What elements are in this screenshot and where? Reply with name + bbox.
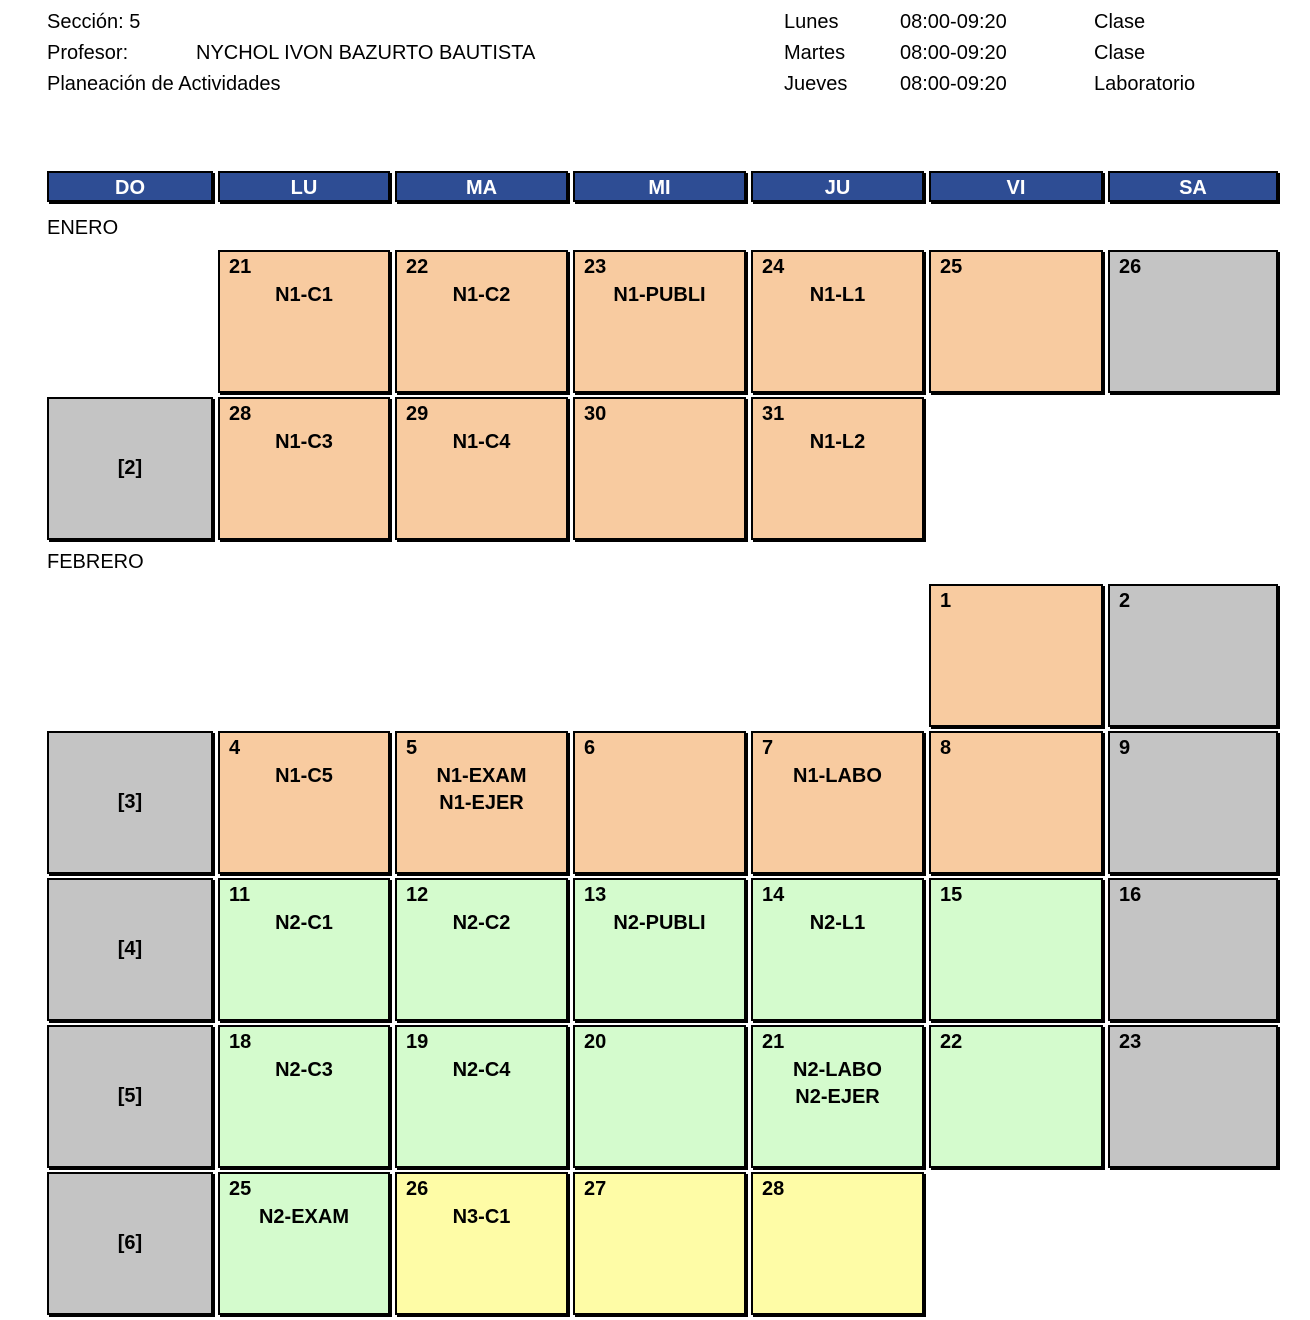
day-number: 11 (229, 884, 251, 906)
day-cell (929, 584, 1103, 727)
schedule-day: Lunes (784, 11, 839, 33)
activity-list (397, 1057, 566, 1084)
day-number: 20 (584, 1031, 607, 1053)
activity-code: N1-C3 (275, 431, 333, 453)
activity-list (220, 910, 388, 937)
day-cell (929, 878, 1103, 1021)
day-number: 6 (584, 737, 596, 759)
day-number: 4 (229, 737, 241, 759)
day-number: 22 (940, 1031, 963, 1053)
day-cell (218, 250, 390, 393)
day-number: 23 (584, 256, 607, 278)
planning-title: Planeación de Actividades (47, 73, 281, 95)
activity-list (220, 429, 388, 456)
day-number: 26 (1119, 256, 1142, 278)
activity-code: N1-L1 (809, 284, 866, 306)
day-cell (573, 731, 746, 874)
activity-code: N2-EJER (795, 1086, 880, 1108)
day-header-mi: MI (573, 171, 746, 202)
activity-code: N2-L1 (809, 912, 866, 934)
activity-list (220, 282, 388, 309)
week-number-cell (47, 1025, 213, 1168)
day-number: 14 (762, 884, 785, 906)
day-cell (1108, 250, 1278, 393)
day-cell (395, 878, 568, 1021)
activity-code: N2-C3 (275, 1059, 333, 1081)
day-number: 9 (1119, 737, 1131, 759)
day-number: 27 (584, 1178, 607, 1200)
professor-name: NYCHOL IVON BAZURTO BAUTISTA (196, 42, 536, 64)
schedule-type: Clase (1094, 11, 1146, 33)
activity-list (575, 910, 744, 937)
schedule-type: Laboratorio (1094, 73, 1196, 95)
activity-code: N2-PUBLI (613, 912, 706, 934)
day-header-vi: VI (929, 171, 1103, 202)
day-cell (573, 878, 746, 1021)
day-number: 21 (762, 1031, 785, 1053)
day-number: 29 (406, 403, 429, 425)
day-number: 21 (229, 256, 252, 278)
day-cell (573, 250, 746, 393)
day-number: 2 (1119, 590, 1131, 612)
activity-code: N2-C1 (275, 912, 333, 934)
day-number: 1 (940, 590, 952, 612)
activity-code: N1-PUBLI (613, 284, 706, 306)
day-header-ju: JU (751, 171, 924, 202)
activity-list (220, 1057, 388, 1084)
day-number: 28 (229, 403, 252, 425)
activity-list (397, 910, 566, 937)
week-number: [5] (117, 1085, 143, 1107)
day-cell (395, 1172, 568, 1315)
schedule-day: Martes (784, 42, 846, 64)
day-cell (218, 731, 390, 874)
day-number: 12 (406, 884, 429, 906)
week-number-cell (47, 397, 213, 540)
activity-list (753, 910, 922, 937)
activity-list (397, 429, 566, 456)
day-cell (218, 397, 390, 540)
day-cell (395, 1025, 568, 1168)
day-cell (929, 731, 1103, 874)
day-number: 25 (229, 1178, 252, 1200)
activity-list (220, 1204, 388, 1231)
day-cell (751, 397, 924, 540)
activity-code: N2-C4 (452, 1059, 511, 1081)
day-number: 24 (762, 256, 785, 278)
day-cell (929, 250, 1103, 393)
week-number-cell (47, 731, 213, 874)
activity-list (397, 1204, 566, 1231)
schedule-day: Jueves (784, 73, 848, 95)
day-number: 7 (762, 737, 774, 759)
day-number: 25 (940, 256, 963, 278)
schedule-time: 08:00-09:20 (900, 73, 1007, 95)
activity-code: N1-L2 (809, 431, 866, 453)
activity-list (397, 282, 566, 309)
day-number: 30 (584, 403, 607, 425)
day-number: 31 (762, 403, 785, 425)
day-cell (218, 1172, 390, 1315)
day-number: 16 (1119, 884, 1142, 906)
month-label-enero: ENERO (47, 217, 119, 239)
activity-list (753, 1057, 922, 1111)
day-cell (573, 397, 746, 540)
activity-code: N1-C2 (452, 284, 511, 306)
day-number: 5 (406, 737, 418, 759)
day-cell (751, 1025, 924, 1168)
day-cell (218, 878, 390, 1021)
activity-code: N1-C5 (275, 765, 333, 787)
week-number: [2] (117, 457, 143, 479)
day-number: 15 (940, 884, 963, 906)
day-number: 28 (762, 1178, 785, 1200)
day-header-lu: LU (218, 171, 390, 202)
day-header-do: DO (47, 171, 213, 202)
day-header-sa: SA (1108, 171, 1278, 202)
activity-code: N2-LABO (793, 1059, 882, 1081)
day-cell (395, 397, 568, 540)
day-number: 13 (584, 884, 607, 906)
day-cell (395, 731, 568, 874)
schedule-type: Clase (1094, 42, 1146, 64)
activity-list (753, 763, 922, 790)
day-number: 8 (940, 737, 952, 759)
activity-code: N1-C1 (275, 284, 333, 306)
activity-code: N1-EJER (439, 792, 524, 814)
day-cell (751, 878, 924, 1021)
activity-list (753, 429, 922, 456)
day-cell (395, 250, 568, 393)
activity-code: N2-C2 (452, 912, 511, 934)
section-label: Sección: 5 (47, 11, 141, 33)
day-cell (751, 1172, 924, 1315)
activity-list (220, 763, 388, 790)
day-number: 26 (406, 1178, 429, 1200)
professor-label: Profesor: (47, 42, 129, 64)
day-cell (1108, 731, 1278, 874)
schedule-time: 08:00-09:20 (900, 11, 1007, 33)
day-cell (751, 250, 924, 393)
day-cell (1108, 584, 1278, 727)
activity-list (753, 282, 922, 309)
day-number: 19 (406, 1031, 429, 1053)
day-number: 23 (1119, 1031, 1142, 1053)
week-number-cell (47, 878, 213, 1021)
week-number: [6] (117, 1232, 143, 1254)
activity-list (397, 763, 566, 817)
day-cell (1108, 1025, 1278, 1168)
day-cell (573, 1172, 746, 1315)
week-number: [3] (117, 791, 143, 813)
day-cell (573, 1025, 746, 1168)
day-cell (218, 1025, 390, 1168)
month-label-febrero: FEBRERO (47, 551, 144, 573)
day-header-ma: MA (395, 171, 568, 202)
activity-list (575, 282, 744, 309)
week-number-cell (47, 1172, 213, 1315)
day-cell (751, 731, 924, 874)
week-number: [4] (117, 938, 143, 960)
day-cell (929, 1025, 1103, 1168)
activity-code: N1-EXAM (436, 765, 527, 787)
day-number: 22 (406, 256, 429, 278)
day-number: 18 (229, 1031, 252, 1053)
schedule-time: 08:00-09:20 (900, 42, 1007, 64)
activity-code: N1-LABO (793, 765, 882, 787)
activity-code: N2-EXAM (258, 1206, 349, 1228)
activity-code: N3-C1 (452, 1206, 511, 1228)
activity-code: N1-C4 (452, 431, 511, 453)
day-cell (1108, 878, 1278, 1021)
